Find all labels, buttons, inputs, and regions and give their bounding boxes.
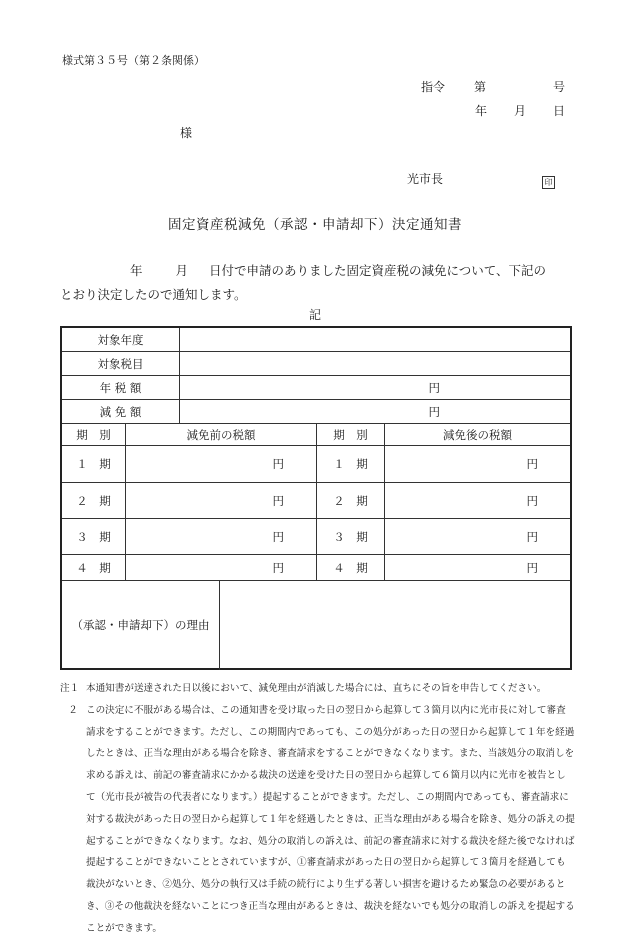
date-month: 月	[514, 104, 527, 118]
label-target-tax-item: 対象税目	[97, 356, 144, 371]
decision-table	[60, 326, 572, 670]
period-4-after-yen: 円	[526, 560, 538, 575]
document-title: 固定資産税減免（承認・申請却下）決定通知書	[168, 217, 462, 233]
period-1-after-yen: 円	[526, 457, 538, 471]
period-4-before-yen: 円	[272, 560, 284, 575]
header-period-after: 期 別	[333, 427, 368, 442]
seal-icon: 印	[540, 170, 555, 189]
date-year: 年	[475, 104, 488, 118]
form-number: 様式第３５号（第２条関係）	[62, 54, 205, 67]
value-target-year	[180, 328, 570, 351]
period-4-after: ４ 期	[333, 560, 368, 575]
header-before-reduction: 減免前の税額	[186, 427, 256, 442]
label-annual-tax: 年 税 額	[99, 380, 142, 395]
header-after-reduction: 減免後の税額	[443, 427, 512, 442]
note-2	[60, 700, 575, 940]
directive-label: 指令	[421, 80, 446, 94]
period-2-after: ２ 期	[333, 493, 368, 508]
ki-heading: 記	[308, 308, 321, 322]
period-3-after: ３ 期	[333, 529, 368, 544]
body-line-2: とおり決定したので通知します。	[60, 287, 247, 302]
period-2-after-yen: 円	[526, 493, 538, 508]
note-2-text: この決定に不服がある場合は、この通知書を受け取った日の翌日から起算して３箇月以内に光市長に対して審査請求をすることができます。ただし、この期間内であっても、この処分があった日の翌日から起算して１年を経過したときは、正当な理由がある場合を除き、審査請求をすることができなくなります。また、当該処分の取消しを求める訴えは、前記の審査請求にかかる裁決の送達を受けた日の翌日から起算して６箇月以内に光市を被告として（光市長が被告の代表者になります。）提起することができます。ただし、この期間内であっても、審査請求に対する裁決があった日の翌日から起算して１年を経過したときは、正当な理由がある場合を除き、処分の訴えの提起することができなくなります。なお、処分の取消しの訴えは、前記の審査請求に対する裁決を経た後でなければ提起することができないこととされていますが、①審査請求があった日の翌日から起算して３箇月を経過しても裁決がないとき、②処分、処分の執行又は手続の続行により生ずる著しい損害を避けるため緊急の必要があるとき、③その他裁決を経ないことにつき正当な理由があるときは、裁決を経ないでも処分の取消しの訴えを提起することができます。	[86, 704, 575, 934]
period-3-after-yen: 円	[526, 529, 538, 544]
value-reduction-amount-yen: 円	[428, 404, 440, 419]
period-3-before-yen: 円	[272, 529, 284, 544]
note-2-label: ２	[68, 704, 78, 716]
issuer-name: 光市長	[407, 172, 444, 186]
note-1-label: 注１	[60, 683, 80, 694]
value-annual-tax-yen: 円	[428, 380, 440, 395]
note-1-text: 本通知書が送達された日以後において、減免理由が消滅した場合には、直ちにその旨を申告してください。	[86, 683, 547, 694]
note-1	[60, 678, 575, 700]
period-1-before-yen: 円	[272, 457, 284, 471]
period-2-before: ２ 期	[76, 493, 111, 508]
reason-value	[220, 581, 570, 668]
period-3-before: ３ 期	[76, 529, 111, 544]
period-2-before-yen: 円	[272, 493, 284, 508]
reason-label: （承認・申請却下）の理由	[71, 617, 210, 632]
body-line-1: 年 月 日付で申請のありました固定資産税の減免について、下記の	[130, 263, 547, 278]
number-prefix: 第	[474, 80, 487, 94]
notes-section	[60, 678, 575, 940]
period-1-after: １ 期	[333, 457, 368, 471]
period-1-before: １ 期	[76, 457, 111, 471]
label-reduction-amount: 減 免 額	[99, 404, 142, 419]
addressee-suffix: 様	[180, 126, 193, 140]
number-suffix: 号	[553, 80, 566, 94]
value-target-tax-item	[180, 352, 570, 375]
period-4-before: ４ 期	[76, 560, 111, 575]
date-day: 日	[553, 104, 566, 118]
label-target-year: 対象年度	[97, 332, 144, 347]
header-period-before: 期 別	[76, 427, 111, 442]
